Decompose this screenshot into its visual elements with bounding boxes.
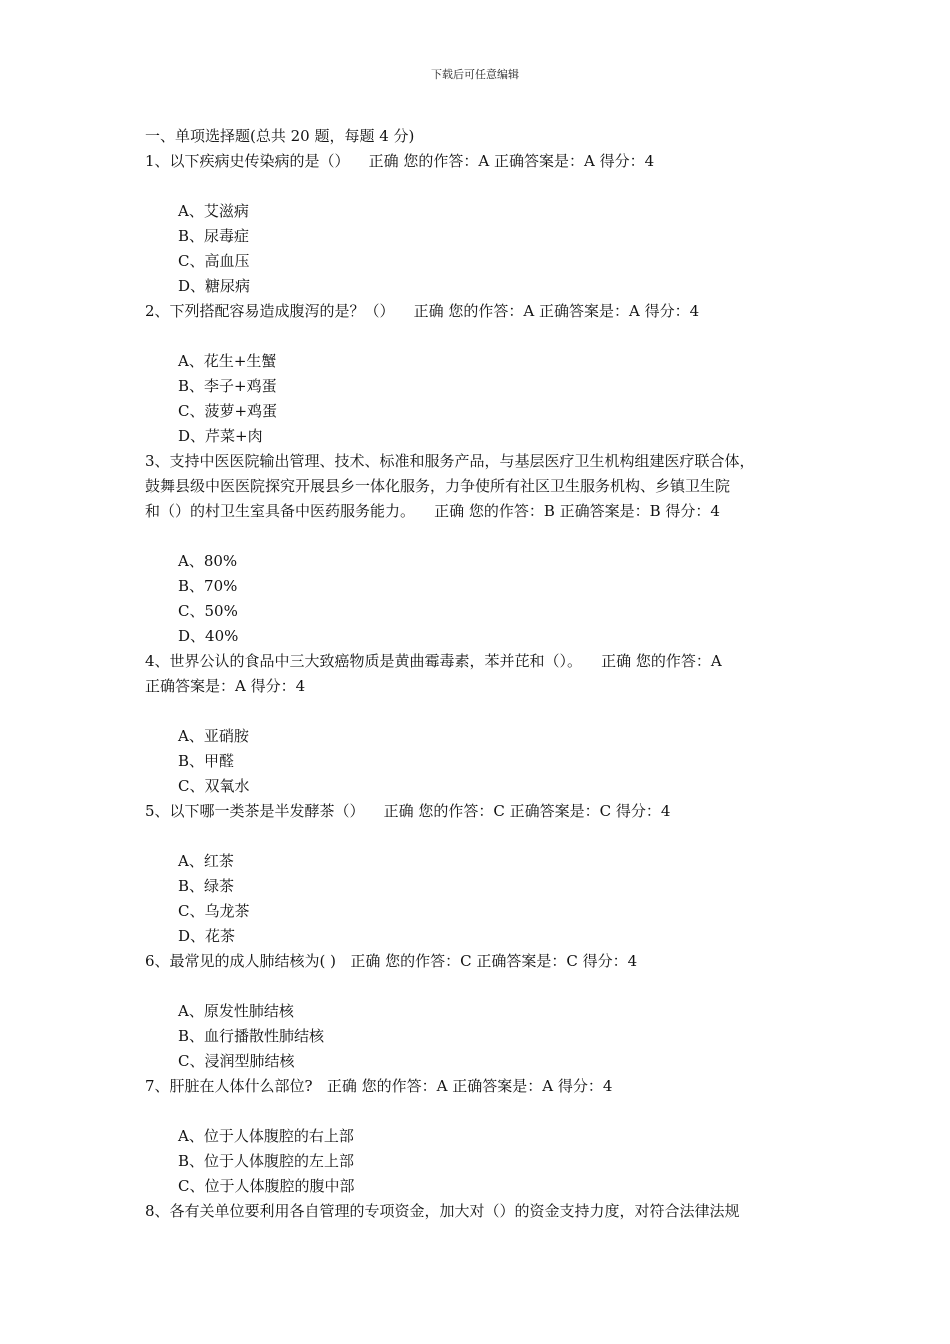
question-text: 6、最常见的成人肺结核为( ) 正确 您的作答：C 正确答案是：C 得分：4 (145, 952, 638, 970)
question-2 (145, 299, 815, 449)
question-5 (145, 799, 815, 949)
option-b: B、70% (178, 577, 238, 595)
option-d: D、花茶 (178, 927, 236, 945)
question-text: 8、各有关单位要利用各自管理的专项资金，加大对（）的资金支持力度，对符合法律法规 (145, 1202, 740, 1220)
question-text-line-1: 4、世界公认的食品中三大致癌物质是黄曲霉毒素，苯并芘和（）。 正确 您的作答：A (145, 652, 722, 670)
question-text-line-1: 3、支持中医医院输出管理、技术、标准和服务产品，与基层医疗卫生机构组建医疗联合体， (145, 452, 755, 470)
spacer (145, 1099, 815, 1124)
option-c: C、菠萝+鸡蛋 (178, 402, 278, 420)
question-text: 5、以下哪一类茶是半发酵茶（） 正确 您的作答：C 正确答案是：C 得分：4 (145, 802, 671, 820)
question-text: 2、下列搭配容易造成腹泻的是？（） 正确 您的作答：A 正确答案是：A 得分：4 (145, 302, 700, 320)
option-b: B、李子+鸡蛋 (178, 377, 277, 395)
spacer (145, 974, 815, 999)
question-1 (145, 149, 815, 299)
section-title: 一、单项选择题(总共 20 题，每题 4 分) (145, 127, 415, 145)
option-c: C、位于人体腹腔的腹中部 (178, 1177, 355, 1195)
option-c: C、50% (178, 602, 238, 620)
spacer (145, 174, 815, 199)
option-d: D、糖尿病 (178, 277, 251, 295)
question-8 (145, 1199, 815, 1224)
option-a: A、位于人体腹腔的右上部 (178, 1127, 354, 1145)
option-a: A、艾滋病 (178, 202, 249, 220)
question-text-line-2: 正确答案是：A 得分：4 (145, 677, 306, 695)
option-b: B、血行播散性肺结核 (178, 1027, 325, 1045)
page-header: 下载后可任意编辑 (431, 68, 519, 81)
option-c: C、乌龙茶 (178, 902, 250, 920)
question-4 (145, 649, 815, 799)
spacer (145, 824, 815, 849)
option-a: A、红茶 (178, 852, 234, 870)
question-text: 7、肝脏在人体什么部位? 正确 您的作答：A 正确答案是：A 得分：4 (145, 1077, 613, 1095)
option-a: A、80% (178, 552, 238, 570)
option-b: B、甲醛 (178, 752, 235, 770)
question-text-line-3: 和（）的村卫生室具备中医药服务能力。 正确 您的作答：B 正确答案是：B 得分：4 (145, 502, 720, 520)
option-d: D、芹菜+肉 (178, 427, 263, 445)
spacer (145, 699, 815, 724)
spacer (145, 324, 815, 349)
option-b: B、绿茶 (178, 877, 235, 895)
question-3 (145, 449, 815, 649)
option-c: C、浸润型肺结核 (178, 1052, 295, 1070)
option-c: C、高血压 (178, 252, 250, 270)
question-text: 1、以下疾病史传染病的是（） 正确 您的作答：A 正确答案是：A 得分：4 (145, 152, 655, 170)
option-d: D、40% (178, 627, 239, 645)
option-a: A、原发性肺结核 (178, 1002, 294, 1020)
question-6 (145, 949, 815, 1074)
question-7 (145, 1074, 815, 1199)
option-a: A、花生+生蟹 (178, 352, 277, 370)
document-body (145, 124, 815, 1224)
spacer (145, 524, 815, 549)
option-b: B、尿毒症 (178, 227, 250, 245)
option-b: B、位于人体腹腔的左上部 (178, 1152, 355, 1170)
option-a: A、亚硝胺 (178, 727, 249, 745)
question-text-line-2: 鼓舞县级中医医院探究开展县乡一体化服务，力争使所有社区卫生服务机构、乡镇卫生院 (145, 477, 731, 495)
option-c: C、双氧水 (178, 777, 250, 795)
